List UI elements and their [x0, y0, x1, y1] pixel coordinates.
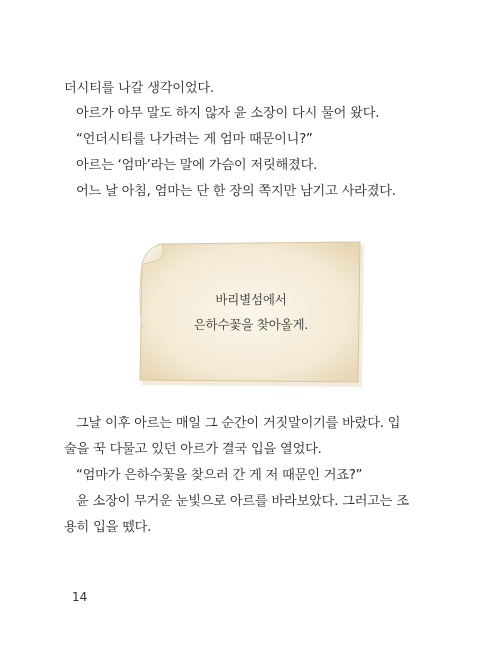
- paragraph-line: 그날 이후 아르는 매일 그 순간이 거짓말이기를 바랐다. 입: [76, 416, 401, 431]
- paragraph-line: 더시티를 나갈 생각이었다.: [64, 81, 214, 96]
- paragraph-line: 술을 꾹 다물고 있던 아르가 결국 입을 열었다.: [64, 442, 322, 457]
- paragraph-line: 아르가 아무 말도 하지 않자 윤 소장이 다시 물어 왔다.: [76, 106, 380, 121]
- page-number: 14: [72, 590, 88, 604]
- paper-note-image: [136, 238, 366, 388]
- paragraph-line: “언더시티를 나가려는 게 엄마 때문이니?”: [76, 132, 313, 147]
- paragraph-line: 윤 소장이 무거운 눈빛으로 아르를 바라보았다. 그러고는 조: [76, 494, 409, 509]
- paragraph-line: 아르는 ‘엄마’라는 말에 가슴이 저릿해졌다.: [76, 158, 318, 173]
- paragraph-line: 어느 날 아침, 엄마는 단 한 장의 쪽지만 남기고 사라졌다.: [76, 184, 396, 199]
- paragraph-line: 용히 입을 뗐다.: [64, 520, 152, 535]
- note-illustration: [136, 238, 366, 388]
- note-line: 바리별섬에서: [215, 292, 287, 307]
- paragraph-line: “엄마가 은하수꽃을 찾으러 간 게 저 때문인 거죠?”: [76, 468, 363, 483]
- note-line: 은하수꽃을 찾아올게.: [193, 317, 309, 332]
